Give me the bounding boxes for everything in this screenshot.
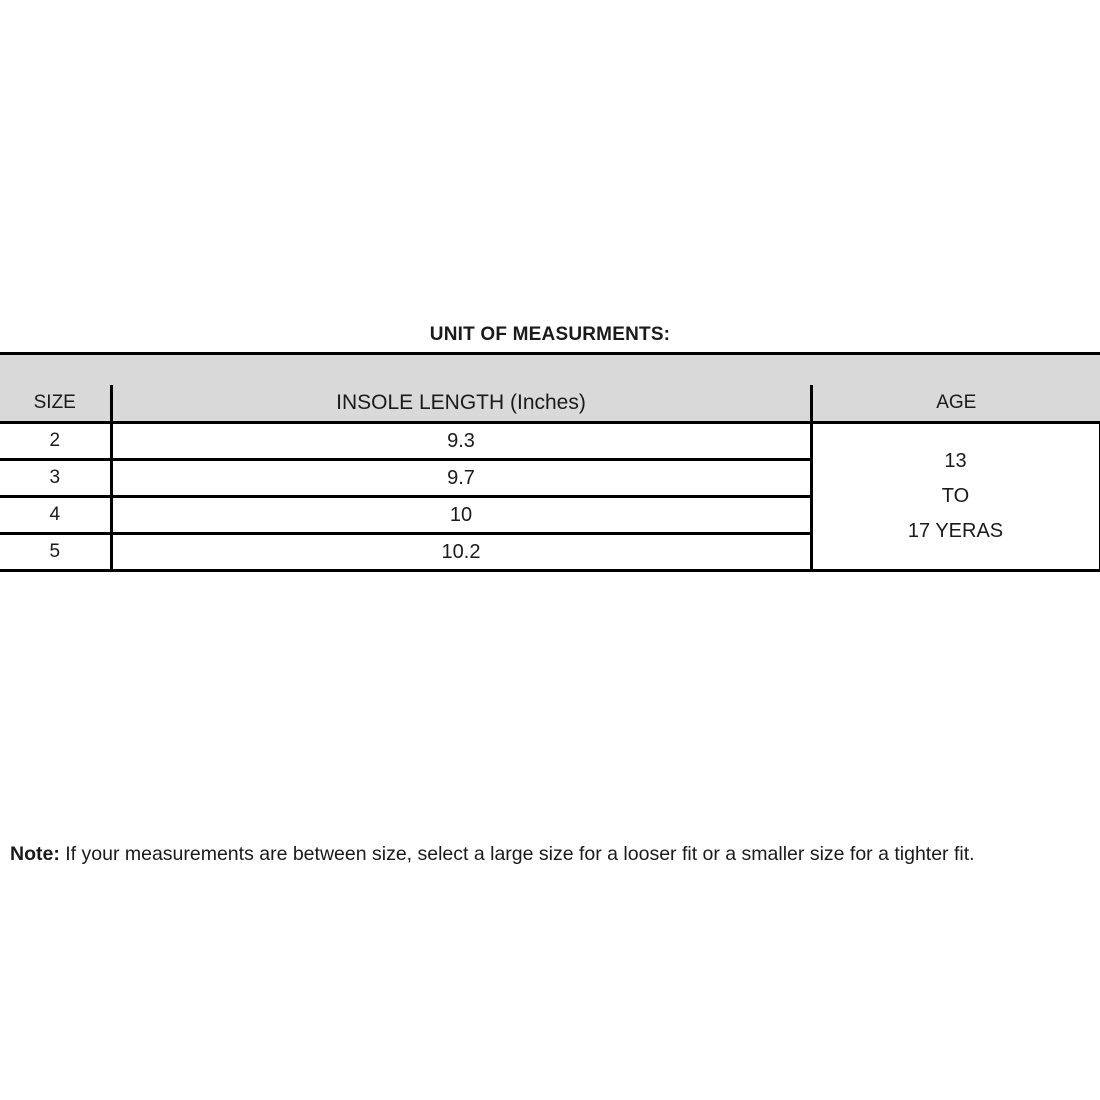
age-range-line-1: 13 — [944, 450, 967, 472]
column-header-age: AGE — [811, 385, 1100, 423]
table-row — [0, 423, 1100, 460]
cell-size: 4 — [0, 497, 111, 534]
cell-size: 5 — [0, 534, 111, 571]
cell-insole-length: 9.7 — [111, 460, 811, 497]
note-text: If your measurements are between size, select a large size for a looser fit or a smaller size for a tighter fit. — [59, 843, 975, 865]
cell-insole-length: 10.2 — [111, 534, 811, 571]
cell-size: 3 — [0, 460, 111, 497]
size-table — [0, 352, 1100, 572]
page-title: UNIT OF MEASURMENTS: — [429, 324, 671, 345]
column-header-insole-length: INSOLE LENGTH (Inches) — [111, 385, 811, 423]
table-top-band-cell — [0, 354, 111, 386]
table-header-row — [0, 385, 1100, 423]
cell-size: 2 — [0, 423, 111, 460]
cell-age-range — [811, 423, 1100, 571]
size-table-container — [0, 352, 1100, 572]
column-header-size: SIZE — [0, 385, 111, 423]
table-top-band-cell — [111, 354, 811, 386]
table-top-band-cell — [811, 354, 1100, 386]
table-top-band — [0, 354, 1100, 386]
note-label: Note: — [10, 843, 60, 865]
cell-insole-length: 10 — [111, 497, 811, 534]
cell-insole-length: 9.3 — [111, 423, 811, 460]
age-range-line-2: TO — [941, 485, 970, 507]
note-paragraph — [10, 840, 1090, 868]
age-range-line-3: 17 YERAS — [907, 520, 1004, 542]
